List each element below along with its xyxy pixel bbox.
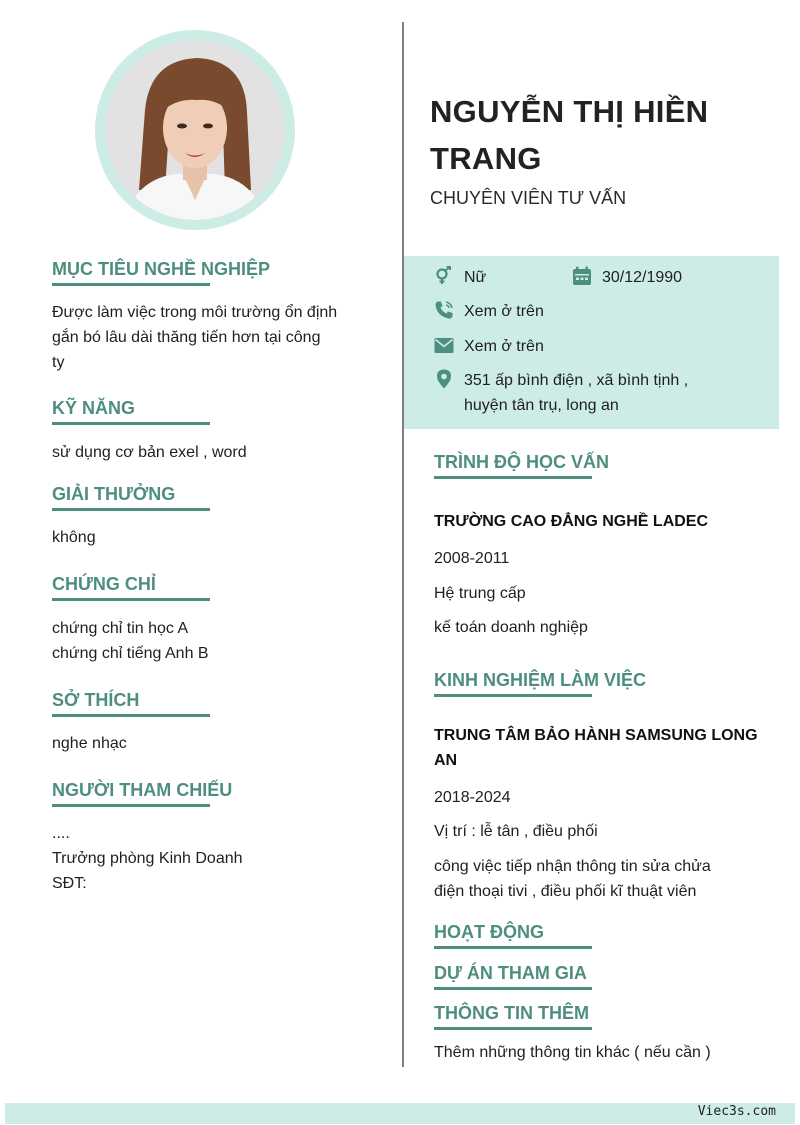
- section-title-more-info: THÔNG TIN THÊM: [434, 1003, 589, 1023]
- section-underline: [52, 422, 210, 425]
- text-line: AN: [434, 752, 458, 769]
- section-underline: [434, 694, 592, 697]
- section-title-projects: DỰ ÁN THAM GIA: [434, 963, 587, 983]
- references-text: [52, 821, 243, 896]
- more-info-text: Thêm những thông tin khác ( nếu cần ): [434, 1044, 711, 1061]
- section-title-awards: GIẢI THƯỞNG: [52, 484, 176, 504]
- section-title-education: TRÌNH ĐỘ HỌC VẤN: [434, 452, 609, 472]
- experience-period: 2018-2024: [434, 789, 511, 806]
- section-title-skills: KỸ NĂNG: [52, 398, 136, 418]
- phone-icon: [434, 300, 454, 320]
- objective-text: [52, 300, 372, 375]
- text-line: gắn bó lâu dài thăng tiến hơn tại công: [52, 329, 321, 346]
- avatar-photo: [105, 40, 285, 220]
- phone-value: Xem ở trên: [464, 303, 544, 320]
- section-title-references: NGƯỜI THAM CHIẾU: [52, 780, 233, 800]
- experience-position: Vị trí : lễ tân , điều phối: [434, 823, 598, 840]
- section-underline: [434, 946, 592, 949]
- text-line: 351 ấp bình điện , xã bình tịnh ,: [464, 372, 689, 389]
- text-line: Được làm việc trong môi trường ổn định: [52, 304, 338, 321]
- section-title-certificates: CHỨNG CHỈ: [52, 574, 156, 594]
- text-line: SĐT:: [52, 875, 87, 892]
- education-period: 2008-2011: [434, 550, 510, 567]
- footer-brand: Viec3s.com: [697, 1104, 776, 1119]
- section-title-experience: KINH NGHIỆM LÀM VIỆC: [434, 670, 647, 690]
- email-value: Xem ở trên: [464, 338, 544, 355]
- section-underline: [52, 283, 210, 286]
- experience-description: [434, 854, 774, 904]
- candidate-name: [430, 88, 770, 182]
- name-line: TRANG: [430, 141, 542, 176]
- text-line: điện thoại tivi , điều phối kĩ thuật viên: [434, 883, 697, 900]
- company-name: [434, 723, 774, 773]
- gender-icon: [434, 266, 454, 286]
- mail-icon: [434, 336, 454, 356]
- text-line: TRUNG TÂM BẢO HÀNH SAMSUNG LONG: [434, 727, 758, 744]
- address-value: [464, 368, 688, 418]
- section-underline: [52, 598, 210, 601]
- school-name: TRƯỜNG CAO ĐẲNG NGHỀ LADEC: [434, 513, 709, 530]
- section-underline: [52, 508, 210, 511]
- job-title: CHUYÊN VIÊN TƯ VẤN: [430, 188, 627, 208]
- education-major: kế toán doanh nghiệp: [434, 619, 588, 636]
- certificates-text: [52, 616, 209, 666]
- section-underline: [434, 1027, 592, 1030]
- section-underline: [434, 987, 592, 990]
- text-line: công việc tiếp nhận thông tin sửa chửa: [434, 858, 711, 875]
- birthday-value: 30/12/1990: [602, 269, 683, 286]
- name-line: NGUYỄN THỊ HIỀN: [430, 94, 709, 129]
- section-title-activities: HOẠT ĐỘNG: [434, 922, 544, 942]
- section-underline: [434, 476, 592, 479]
- text-line: Trưởng phòng Kinh Doanh: [52, 850, 243, 867]
- map-pin-icon: [434, 369, 454, 389]
- section-underline: [52, 804, 210, 807]
- skills-text: sử dụng cơ bản exel , word: [52, 444, 247, 461]
- hobbies-text: nghe nhạc: [52, 735, 127, 752]
- column-divider: [402, 22, 404, 1067]
- section-title-objective: MỤC TIÊU NGHỀ NGHIỆP: [52, 259, 271, 279]
- gender-value: Nữ: [464, 269, 487, 286]
- calendar-icon: [572, 266, 592, 286]
- avatar: [105, 40, 285, 220]
- section-title-hobbies: SỞ THÍCH: [52, 690, 140, 710]
- education-level: Hệ trung cấp: [434, 585, 526, 602]
- text-line: ....: [52, 825, 70, 842]
- text-line: ty: [52, 354, 65, 371]
- section-underline: [52, 714, 210, 717]
- text-line: chứng chỉ tiếng Anh B: [52, 645, 209, 662]
- text-line: chứng chỉ tin học A: [52, 620, 189, 637]
- text-line: huyện tân trụ, long an: [464, 397, 619, 414]
- awards-text: không: [52, 529, 96, 546]
- footer-bar: [5, 1103, 795, 1124]
